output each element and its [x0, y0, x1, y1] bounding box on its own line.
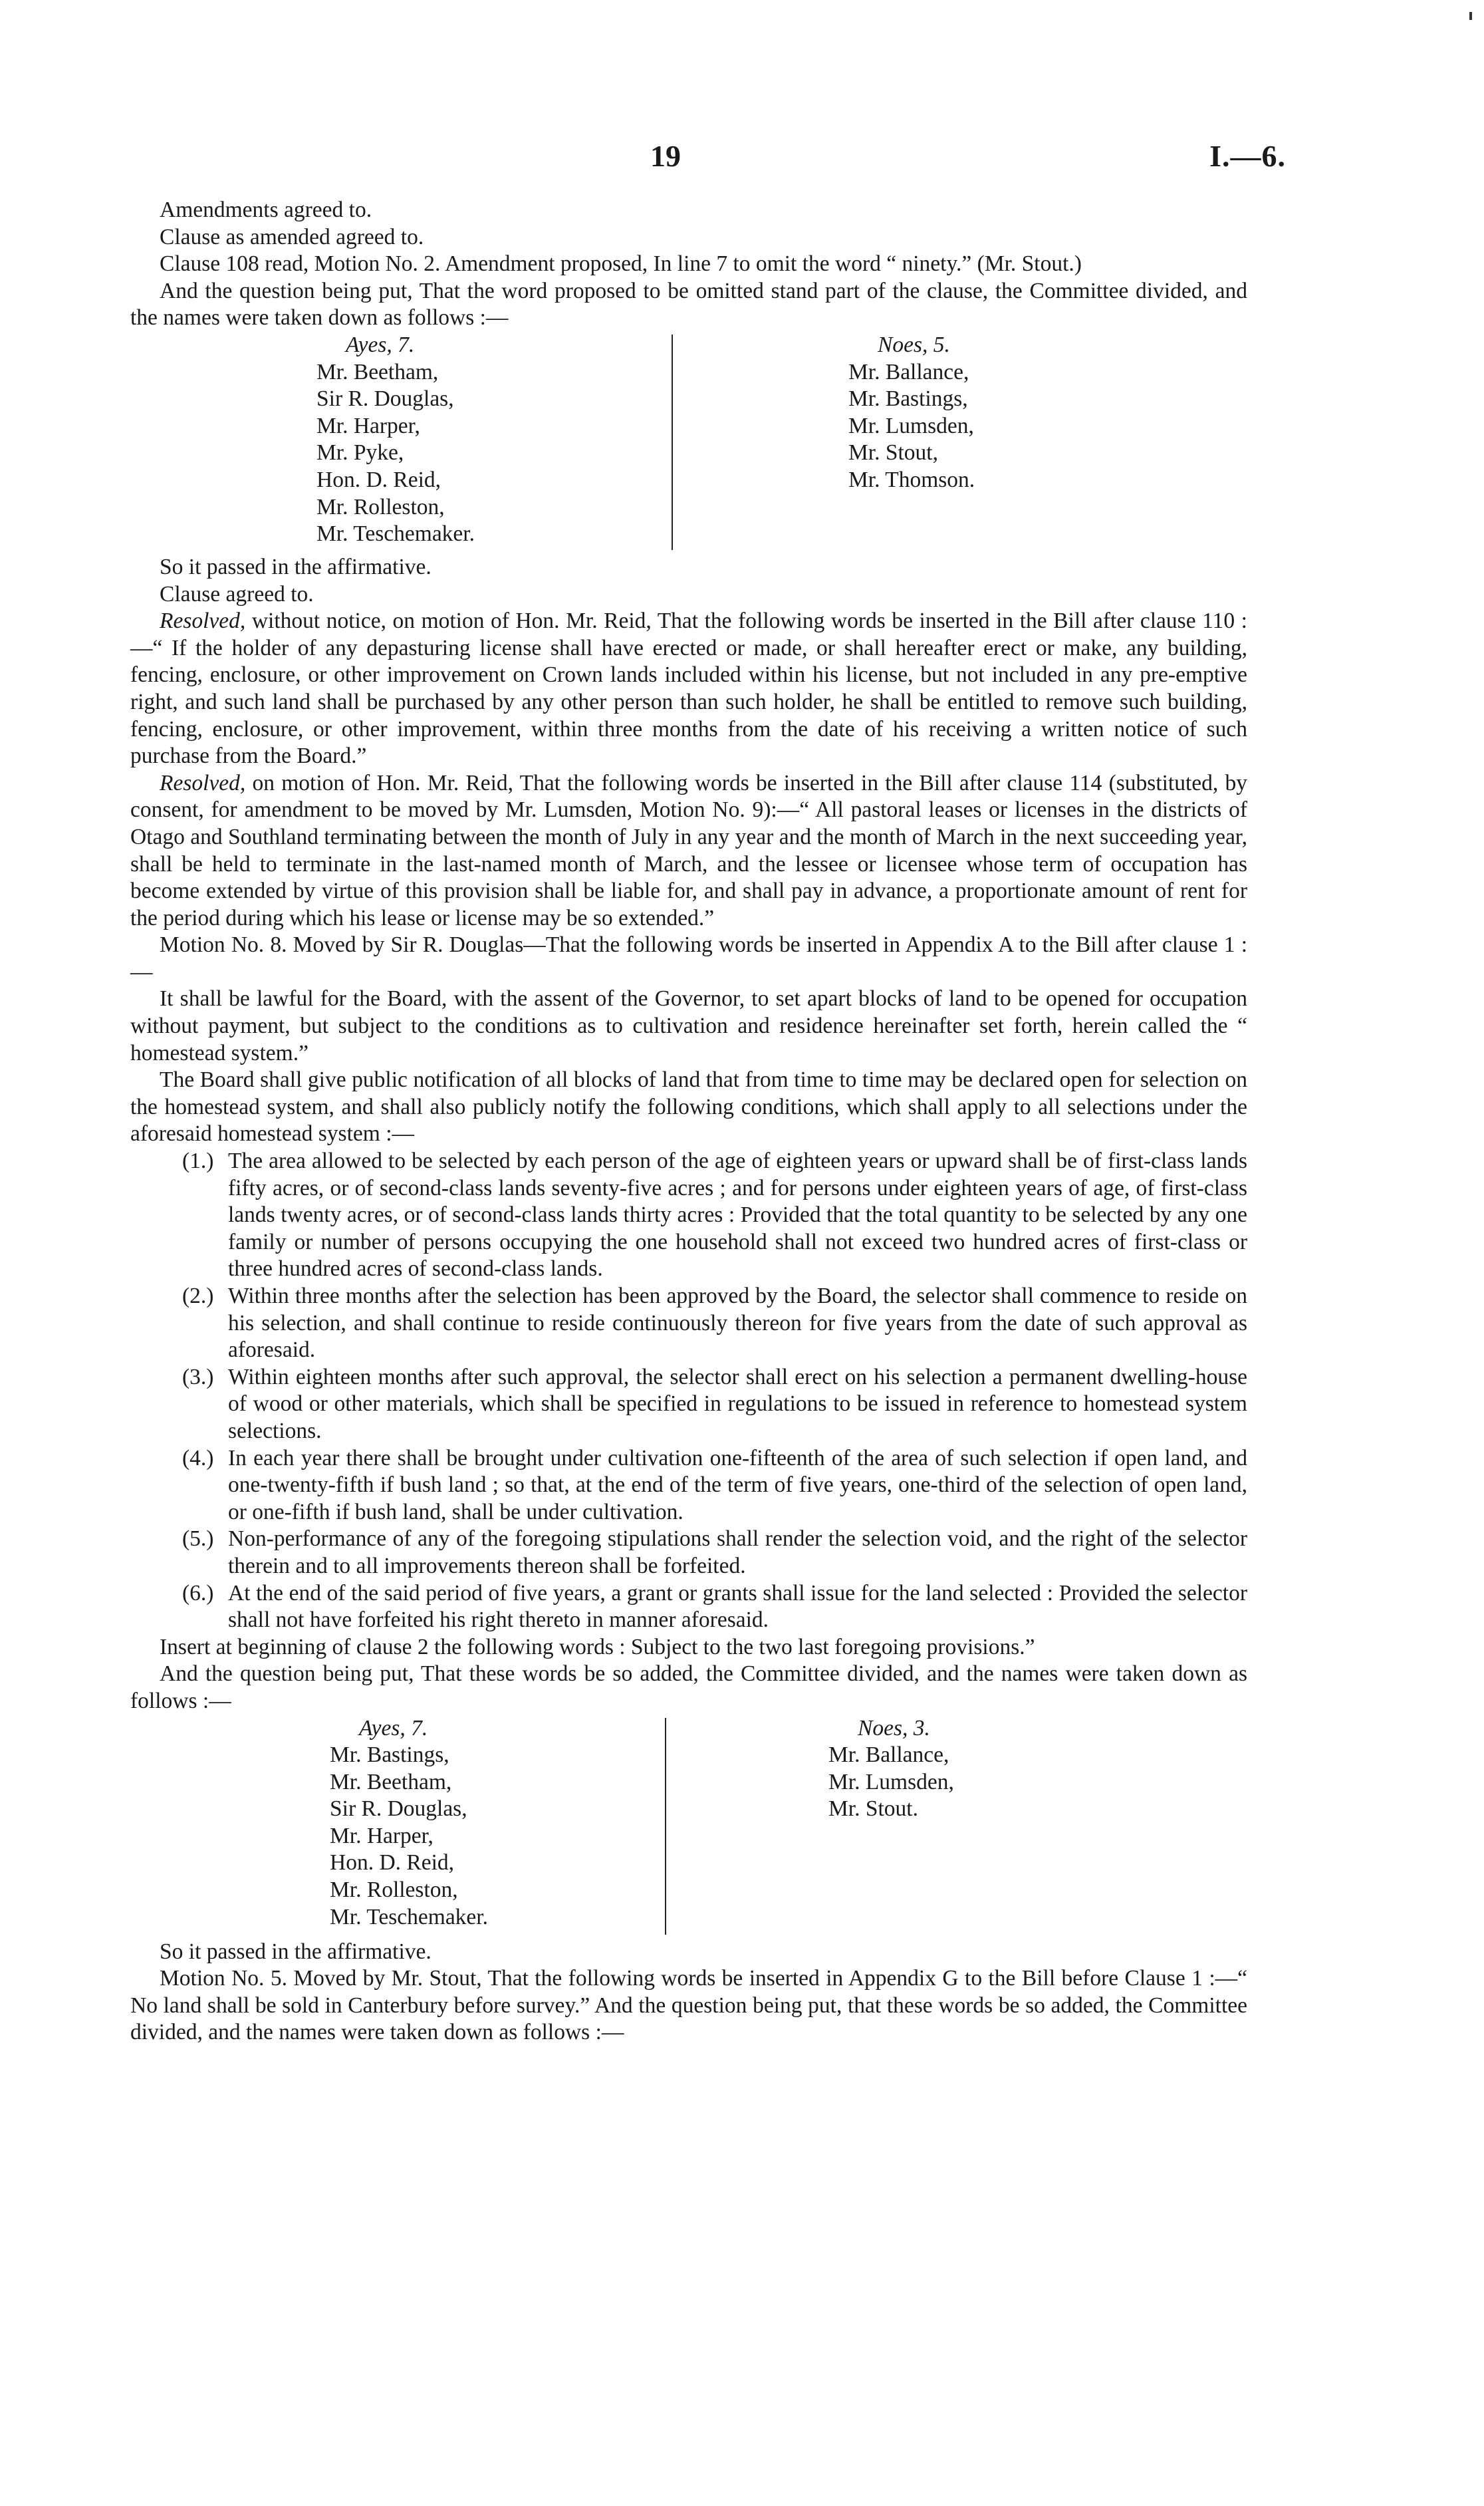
resolved-paragraph-1	[130, 608, 1247, 770]
column-divider	[672, 335, 673, 550]
question-paragraph: And the question being put, That the word proposed to be omitted stand part of the clause, the Committee divided, and the names were taken down as follows :—	[130, 278, 1247, 331]
clause-agreed-line: Clause as amended agreed to.	[160, 224, 424, 249]
noes-column	[848, 332, 1114, 494]
condition-item	[130, 1283, 1247, 1364]
noes-member: Mr. Ballance,	[828, 1742, 949, 1768]
board-notice-paragraph: The Board shall give public notification of all blocks of land that from time to time may be declared open for selection on the homestead system, and shall also publicly notify the following conditions, which shall apply to all selections under the aforesaid homestead system :—	[130, 1067, 1247, 1147]
ayes-member: Mr. Beetham,	[330, 1769, 452, 1794]
noes-member: Mr. Stout.	[828, 1796, 918, 1822]
conditions-list	[130, 1148, 1247, 1634]
ayes-member: Mr. Teschemaker.	[316, 521, 475, 547]
noes-column	[828, 1715, 1094, 1823]
noes-member: Mr. Lumsden,	[828, 1769, 954, 1794]
ayes-member: Mr. Harper,	[330, 1823, 433, 1848]
division-list-1	[130, 332, 1247, 554]
resolved-label: Resolved,	[160, 770, 246, 795]
resolved-label: Resolved,	[160, 609, 246, 634]
ayes-member: Hon. D. Reid,	[330, 1850, 455, 1876]
question-paragraph-2: And the question being put, That these words be so added, the Committee divided, and the names were taken down as follows :—	[130, 1661, 1247, 1713]
condition-item	[130, 1445, 1247, 1526]
ayes-member: Hon. D. Reid,	[316, 467, 441, 492]
condition-item	[130, 1364, 1247, 1445]
document-code: I.—6.	[1209, 139, 1286, 173]
ayes-member: Mr. Beetham,	[316, 359, 439, 384]
motion-5-paragraph: Motion No. 5. Moved by Mr. Stout, That the following words be inserted in Appendix G to the Bill before Clause 1 :—“ No land shall be sold in Canterbury before survey.” And the question being put, that these words be so added, the Committee divided, and the names were taken down as follows :—	[130, 1966, 1247, 2045]
condition-item	[130, 1526, 1247, 1580]
condition-number: (6.)	[182, 1580, 214, 1605]
condition-text: Within eighteen months after such approval, the selector shall erect on his selection a permanent dwelling-house of wood or other materials, which shall be specified in regulations to be issued in reference to homestead system selections.	[228, 1364, 1247, 1443]
condition-number: (4.)	[182, 1445, 214, 1470]
ayes-column	[330, 1715, 596, 1931]
condition-number: (2.)	[182, 1284, 214, 1308]
condition-text: The area allowed to be selected by each person of the age of eighteen years or upward shall be of first-class lands fifty acres, or of second-class lands seventy-five acres ; and for persons under eighteen years of age, of first-class lands twenty acres, or of second-class lands thirty acres : Provided that the total quantity to be selected by any one family or number of persons occupying the one household shall not exceed two hundred acres of first-class or three hundred acres of second-class lands.	[228, 1149, 1247, 1282]
ayes-member: Mr. Pyke,	[316, 440, 404, 466]
resolved-text: on motion of Hon. Mr. Reid, That the following words be inserted in the Bill after clause 114 (substituted, by consent, for amendment to be moved by Mr. Lumsden, Motion No. 9):—“ All pastoral leases or licenses in the districts of Otago and Southland terminating between the month of July in any year and the month of March in the next succeeding year, shall be held to terminate in the last-named month of March, and the lessee or licensee whose term of occupation has become extended by virtue of this provision shall be liable for, and shall pay in advance, a proportionate amount of rent for the period during which his lease or license may be so extended.”	[130, 770, 1247, 930]
ayes-member: Sir R. Douglas,	[316, 386, 454, 412]
division-list-2	[130, 1715, 1247, 1939]
page-number: 19	[650, 139, 681, 173]
condition-item	[130, 1148, 1247, 1283]
condition-number: (3.)	[182, 1364, 214, 1389]
resolved-paragraph-2	[130, 770, 1247, 932]
ayes-member: Mr. Bastings,	[330, 1742, 449, 1768]
ayes-column	[316, 332, 582, 548]
insert-clause-2-paragraph: Insert at beginning of clause 2 the following words : Subject to the two last foregoing provisions.”	[160, 1634, 1035, 1659]
ayes-member: Mr. Harper,	[316, 413, 420, 438]
noes-member: Mr. Ballance,	[848, 359, 969, 384]
condition-text: Within three months after the selection has been approved by the Board, the selector shall commence to reside on his selection, and shall continue to reside continuously thereon for five years from the date of such approval as aforesaid.	[228, 1284, 1247, 1363]
condition-text: In each year there shall be brought under cultivation one-fifteenth of the area of such selection if open land, and one-twenty-fifth if bush land ; so that, at the end of the term of five years, one-third of the selection of open land, or one-fifth if bush land, shall be under cultivation.	[228, 1445, 1247, 1524]
noes-member: Mr. Bastings,	[848, 386, 968, 412]
motion-8-paragraph: Motion No. 8. Moved by Sir R. Douglas—That the following words be inserted in Appendix A to the Bill after clause 1 :—	[130, 932, 1247, 984]
affirmative-line: So it passed in the affirmative.	[160, 554, 432, 579]
clause-agreed-line-2: Clause agreed to.	[160, 581, 314, 607]
page-header	[0, 138, 1484, 178]
ayes-heading: Ayes, 7.	[346, 332, 415, 357]
ayes-heading: Ayes, 7.	[359, 1715, 428, 1740]
clause-108-paragraph: Clause 108 read, Motion No. 2. Amendment proposed, In line 7 to omit the word “ ninety.” (Mr. Stout.)	[160, 251, 1082, 277]
resolved-text: without notice, on motion of Hon. Mr. Reid, That the following words be inserted in the Bill after clause 110 :—“ If the holder of any depasturing license shall have erected or made, or shall hereafter erect or make, any building, fencing, enclosure, or other improvement on Crown lands included within his license, but not included in any pre-emptive right, and such land shall be purchased by any other person than such holder, he shall be entitled to remove such building, fencing, enclosure, or other improvement, within three months from the date of his receiving a written notice of such purchase from the Board.”	[130, 609, 1247, 769]
noes-member: Mr. Lumsden,	[848, 413, 974, 438]
lawful-paragraph: It shall be lawful for the Board, with the assent of the Governor, to set apart blocks of land to be opened for occupation without payment, but subject to the conditions as to cultivation and residence hereinafter set forth, herein called the “ homestead system.”	[130, 986, 1247, 1065]
ayes-member: Sir R. Douglas,	[330, 1796, 467, 1822]
ayes-member: Mr. Teschemaker.	[330, 1904, 488, 1929]
condition-text: At the end of the said period of five years, a grant or grants shall issue for the land selected : Provided the selector shall not have forfeited his right thereto in manner aforesaid.	[228, 1580, 1247, 1633]
noes-member: Mr. Thomson.	[848, 467, 975, 492]
column-divider	[665, 1718, 666, 1935]
affirmative-line-2: So it passed in the affirmative.	[160, 1939, 432, 1964]
scan-mark	[1469, 12, 1472, 20]
noes-heading: Noes, 5.	[878, 332, 950, 357]
condition-number: (5.)	[182, 1526, 214, 1552]
ayes-member: Mr. Rolleston,	[316, 494, 445, 519]
condition-number: (1.)	[182, 1149, 214, 1174]
ayes-member: Mr. Rolleston,	[330, 1878, 458, 1903]
condition-text: Non-performance of any of the foregoing stipulations shall render the selection void, and the right of the selector therein and to all improvements thereon shall be forfeited.	[228, 1526, 1247, 1578]
condition-item	[130, 1580, 1247, 1634]
amendments-line: Amendments agreed to.	[160, 198, 372, 222]
noes-member: Mr. Stout,	[848, 440, 938, 466]
noes-heading: Noes, 3.	[858, 1715, 930, 1740]
page-body	[130, 197, 1247, 2046]
